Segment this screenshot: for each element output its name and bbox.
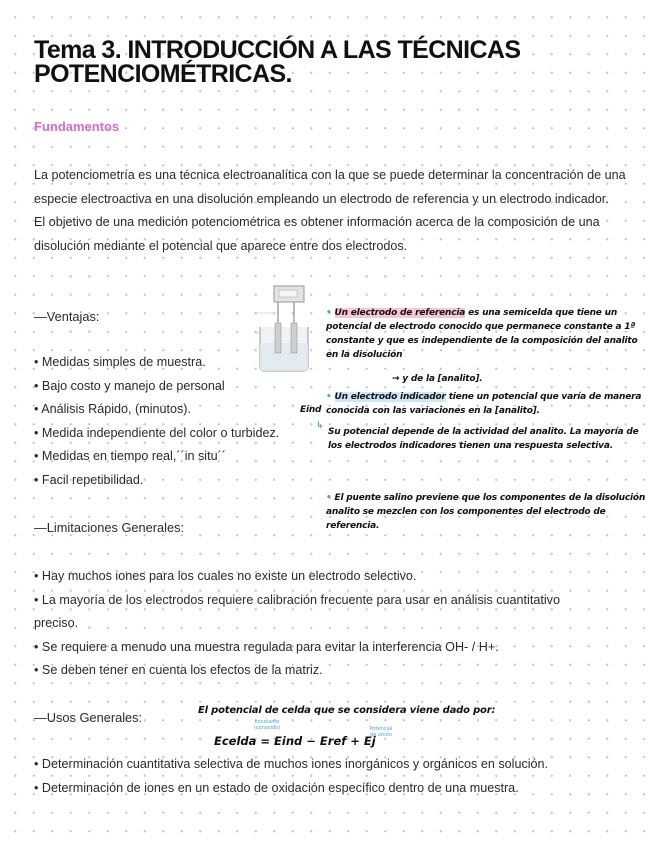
note-indicator-electrode: • Un electrodo indicador tiene un potencial que varía de manera conocida con las variaciones en la [analito].: [326, 392, 642, 416]
list-item: • Medida independiente del color o turbidez.: [34, 422, 324, 446]
list-item: • Medidas simples de muestra.: [34, 351, 324, 375]
ventajas-heading: —Ventajas:: [34, 309, 100, 324]
list-item: • Determinación cuantitativa selectiva de muchos iones inorgánicos y orgánicos en solución.: [34, 753, 634, 777]
section-heading: Fundamentos: [34, 119, 120, 134]
intro-paragraph: La potenciometría es una técnica electroanalítica con la que se puede determinar la concentración de una especie electroactiva en una disolución empleando un electrodo de referencia y un electrodo indicador. El objetivo de una medición potenciométrica es obtener información acerca de la composición de una disolución mediante el potencial que aparece entre dos electrodos.: [34, 168, 626, 253]
list-item: • Hay muchos iones para los cuales no existe un electrodo selectivo.: [34, 565, 594, 589]
note-eq-junction: Potencial de unión: [369, 726, 393, 738]
list-item: • Análisis Rápido, (minutos).: [34, 398, 324, 422]
usos-heading: —Usos Generales:: [34, 710, 143, 725]
limitaciones-list: [34, 565, 594, 683]
page-title: Tema 3. INTRODUCCIÓN A LAS TÉCNICAS POTENCIOMÉTRICAS.: [34, 36, 521, 88]
limitaciones-heading: —Limitaciones Generales:: [34, 520, 185, 535]
note-indicator-extra: Su potencial depende de la actividad del analito. La mayoría de los electrodos indicadores tienen una respuesta selectiva.: [328, 427, 639, 451]
list-item: • Se requiere a menudo una muestra regulada para evitar la interferencia OH- / H+.: [34, 636, 594, 660]
list-item: • Bajo costo y manejo de personal: [34, 375, 324, 399]
electrode-apparatus-image: [250, 283, 312, 375]
list-item: • Determinación de iones en un estado de oxidación específico dentro de una muestra.: [34, 777, 634, 801]
list-item: • La mayoría de los electrodos requiere calibración frecuente para usar en análisis cuantitativo preciso.: [34, 589, 594, 636]
usos-list: [34, 753, 634, 800]
list-item: • Se deben tener en cuenta los efectos de la matriz.: [34, 659, 594, 683]
note-eq-constant: constante (conocido): [253, 719, 281, 731]
note-reference-tail: → y de la [analito].: [392, 374, 483, 384]
note-eind-label: Eind: [300, 405, 322, 415]
note-cell-potential: El potencial de celda que se considera viene dado por:: [198, 705, 496, 716]
note-arrow-icon: ↳: [316, 421, 324, 431]
list-item: • Medidas en tiempo real,´´in situ´´: [34, 445, 324, 469]
cell-potential-equation: Ecelda = Eind − Eref + Ej: [214, 734, 376, 748]
note-salt-bridge: • El puente salino previene que los componentes de la disolución analito se mezclen con los componentes del electrodo de referencia.: [326, 493, 646, 531]
note-reference-electrode: • Un electrodo de referencia es una semicelda que tiene un potencial de electrodo conocido que permanece constante a 1ª constante y que es independiente de la composición del analito en la disolución: [326, 308, 638, 360]
list-item: • Facil repetibilidad.: [34, 469, 324, 493]
